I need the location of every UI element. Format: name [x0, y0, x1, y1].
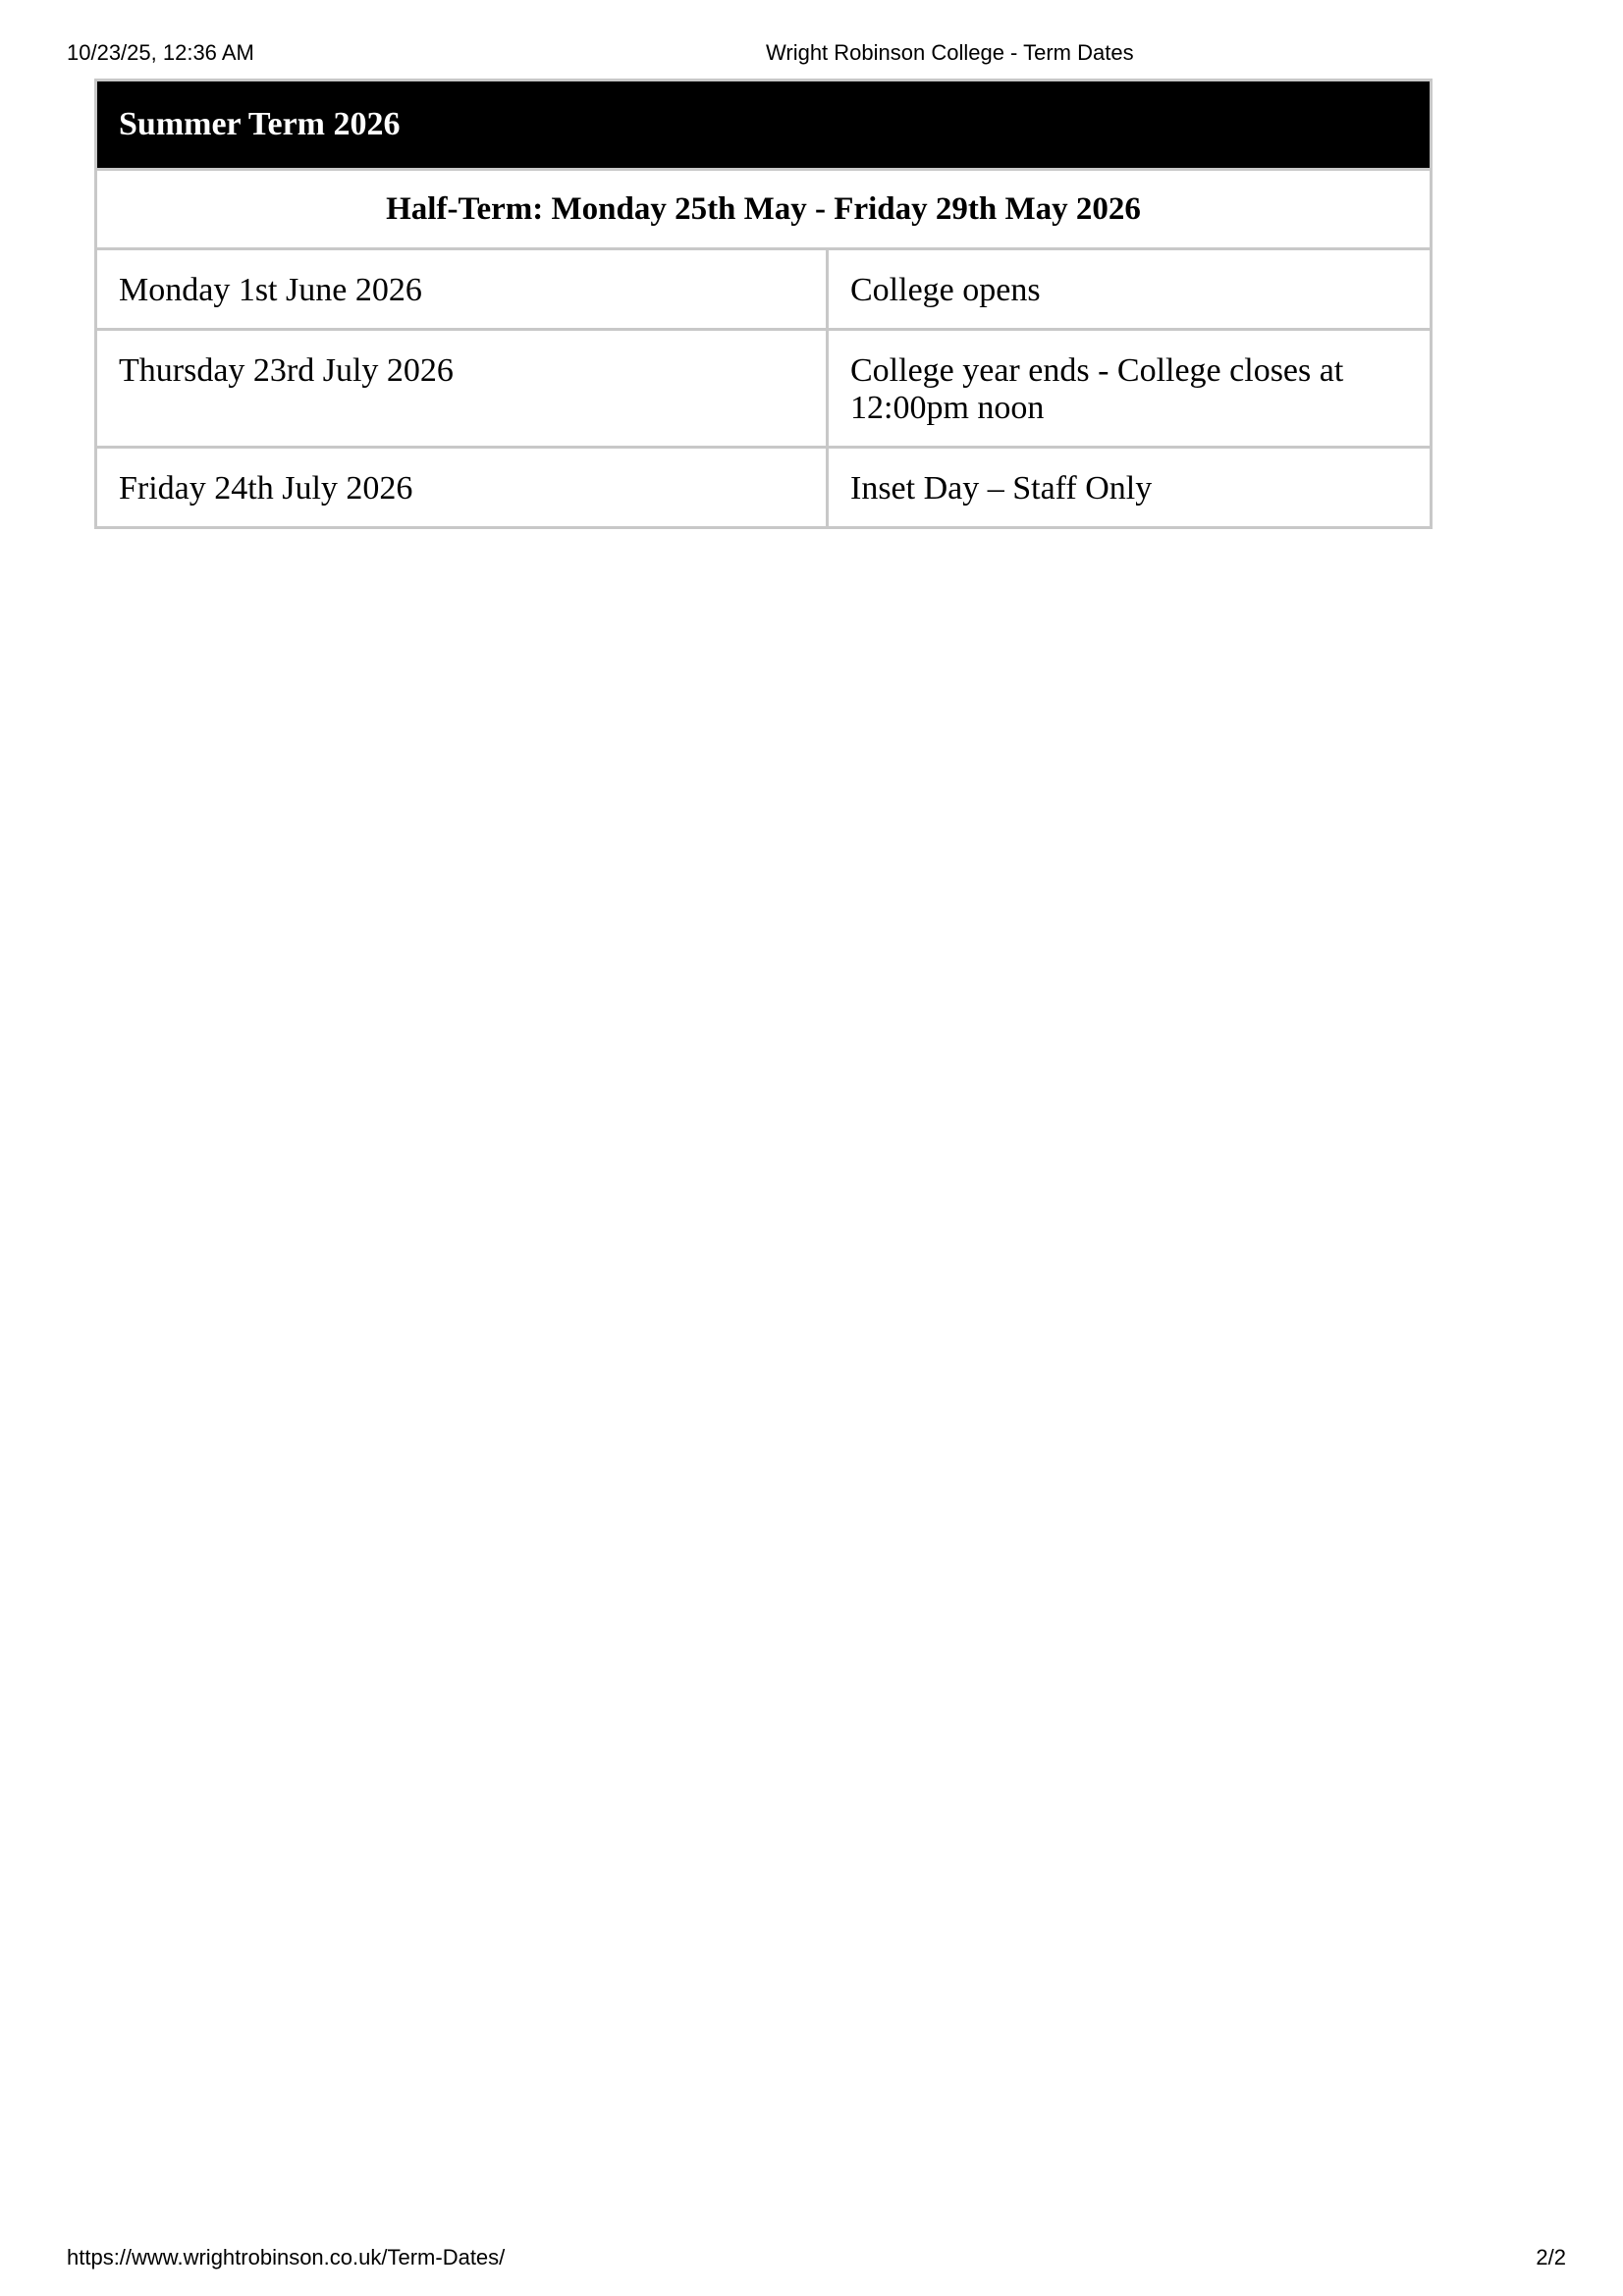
- table-row: [96, 249, 1432, 330]
- half-term-label: Half-Term: Monday 25th May - Friday 29th May 2026: [96, 170, 1432, 249]
- print-header: [0, 37, 1623, 71]
- term-heading-row: [96, 80, 1432, 170]
- event-cell: College year ends - College closes at 12:00pm noon: [828, 330, 1432, 448]
- print-url: https://www.wrightrobinson.co.uk/Term-Dates/: [67, 2245, 506, 2269]
- term-dates-table: [94, 79, 1433, 529]
- table-row: [96, 448, 1432, 528]
- date-cell: Friday 24th July 2026: [96, 448, 828, 528]
- print-date-time: 10/23/25, 12:36 AM: [67, 40, 254, 65]
- print-page-number: 2/2: [1536, 2245, 1566, 2269]
- event-cell: Inset Day – Staff Only: [828, 448, 1432, 528]
- event-cell: College opens: [828, 249, 1432, 330]
- print-page-title: Wright Robinson College - Term Dates: [766, 40, 1134, 65]
- term-heading: Summer Term 2026: [96, 80, 1432, 170]
- date-cell: Thursday 23rd July 2026: [96, 330, 828, 448]
- half-term-row: [96, 170, 1432, 249]
- table-row: [96, 330, 1432, 448]
- date-cell: Monday 1st June 2026: [96, 249, 828, 330]
- print-footer: [0, 2242, 1623, 2275]
